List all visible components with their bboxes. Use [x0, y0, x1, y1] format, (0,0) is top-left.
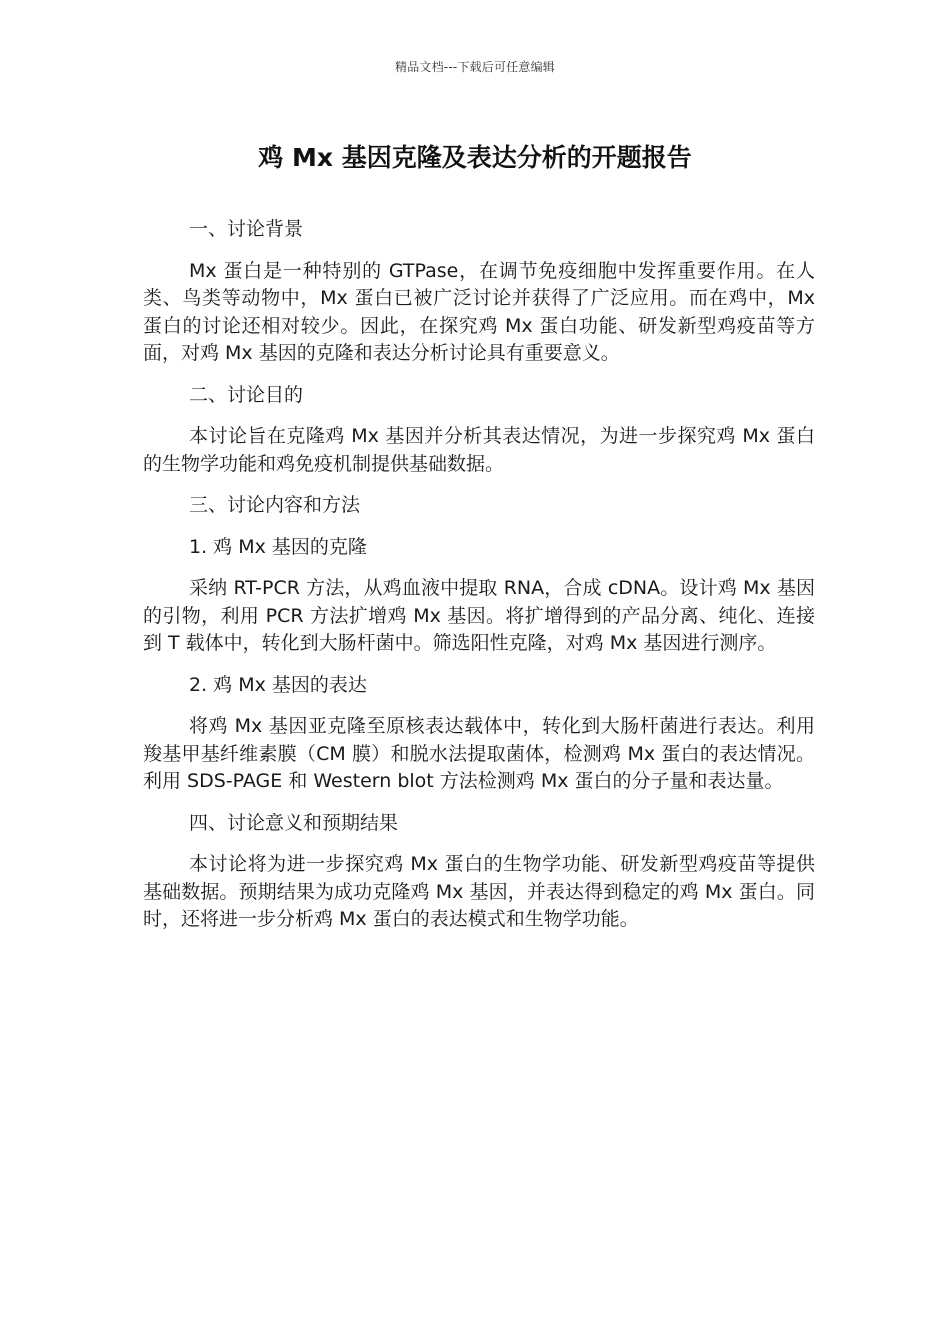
document-title: 鸡 Mx 基因克隆及表达分析的开题报告 — [258, 143, 692, 172]
section-heading-significance: 四、讨论意义和预期结果 — [189, 811, 399, 834]
page-header-note: 精品文档---下载后可任意编辑 — [395, 60, 555, 74]
document-body — [143, 216, 815, 948]
paragraph-cloning: 采纳 RT-PCR 方法，从鸡血液中提取 RNA，合成 cDNA。设计鸡 Mx 基因的引物，利用 PCR 方法扩增鸡 Mx 基因。将扩增得到的产品分离、纯化、连接到 T 载体中，转化到大肠杆菌中。筛选阳性克隆，对鸡 Mx 基因进行测序。 — [143, 577, 815, 654]
section-heading-methods: 三、讨论内容和方法 — [189, 494, 361, 516]
paragraph-expression: 将鸡 Mx 基因亚克隆至原核表达载体中，转化到大肠杆菌进行表达。利用羧基甲基纤维素膜（CM 膜）和脱水法提取菌体，检测鸡 Mx 蛋白的表达情况。利用 SDS-PAGE 和 Western blot 方法检测鸡 Mx 蛋白的分子量和表达量。 — [143, 715, 815, 792]
paragraph-background: Mx 蛋白是一种特别的 GTPase，在调节免疫细胞中发挥重要作用。在人类、鸟类等动物中，Mx 蛋白已被广泛讨论并获得了广泛应用。而在鸡中，Mx 蛋白的讨论还相对较少。因此，在探究鸡 Mx 蛋白功能、研发新型鸡疫苗等方面，对鸡 Mx 基因的克隆和表达分析讨论具有重要意义。 — [143, 259, 815, 364]
subheading-cloning: 1. 鸡 Mx 基因的克隆 — [189, 535, 367, 558]
subheading-expression: 2. 鸡 Mx 基因的表达 — [189, 673, 367, 696]
section-heading-purpose: 二、讨论目的 — [189, 383, 304, 406]
paragraph-significance: 本讨论将为进一步探究鸡 Mx 蛋白的生物学功能、研发新型鸡疫苗等提供基础数据。预期结果为成功克隆鸡 Mx 基因，并表达得到稳定的鸡 Mx 蛋白。同时，还将进一步分析鸡 Mx 蛋白的表达模式和生物学功能。 — [143, 853, 815, 930]
section-heading-background: 一、讨论背景 — [189, 218, 304, 240]
paragraph-purpose: 本讨论旨在克隆鸡 Mx 基因并分析其表达情况，为进一步探究鸡 Mx 蛋白的生物学功能和鸡免疫机制提供基础数据。 — [143, 425, 815, 475]
